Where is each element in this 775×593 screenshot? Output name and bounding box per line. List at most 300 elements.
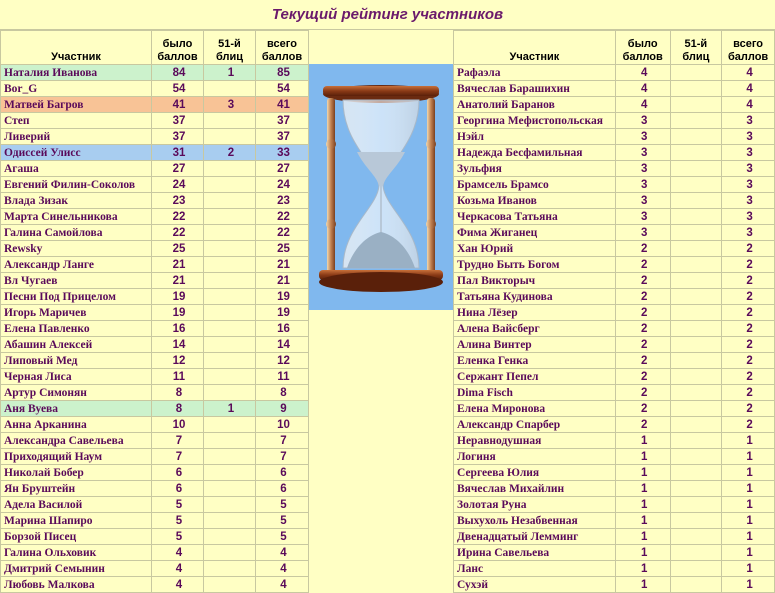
points-total: 2 xyxy=(722,305,775,321)
points-blitz xyxy=(204,449,256,465)
participant-name: Анна Арканина xyxy=(1,417,152,433)
points-blitz xyxy=(204,529,256,545)
points-blitz xyxy=(670,481,722,497)
points-before: 4 xyxy=(615,97,670,113)
points-blitz xyxy=(204,417,256,433)
points-before: 24 xyxy=(152,177,204,193)
points-before: 4 xyxy=(152,561,204,577)
points-blitz xyxy=(204,305,256,321)
points-before: 84 xyxy=(152,65,204,81)
points-before: 23 xyxy=(152,193,204,209)
points-blitz xyxy=(670,433,722,449)
points-total: 21 xyxy=(256,273,309,289)
participant-name: Елена Миронова xyxy=(454,401,616,417)
points-before: 2 xyxy=(615,385,670,401)
table-row xyxy=(1,305,309,321)
participant-name: Игорь Маричев xyxy=(1,305,152,321)
points-total: 16 xyxy=(256,321,309,337)
points-blitz xyxy=(670,577,722,593)
points-total: 1 xyxy=(722,449,775,465)
points-total: 23 xyxy=(256,193,309,209)
points-blitz xyxy=(670,529,722,545)
points-blitz xyxy=(204,385,256,401)
participant-name: Артур Симонян xyxy=(1,385,152,401)
table-row xyxy=(454,241,775,257)
participant-name: Вячеслав Барашихин xyxy=(454,81,616,97)
participant-name: Черная Лиса xyxy=(1,369,152,385)
points-blitz xyxy=(670,257,722,273)
table-row xyxy=(1,577,309,593)
points-before: 16 xyxy=(152,321,204,337)
table-row xyxy=(1,177,309,193)
table-row xyxy=(1,481,309,497)
points-blitz xyxy=(204,465,256,481)
table-row xyxy=(454,113,775,129)
points-total: 3 xyxy=(722,225,775,241)
points-before: 5 xyxy=(152,529,204,545)
participant-name: Алена Вайсберг xyxy=(454,321,616,337)
table-row xyxy=(454,257,775,273)
table-row xyxy=(454,273,775,289)
table-row xyxy=(454,81,775,97)
points-blitz xyxy=(204,225,256,241)
participant-name: Пал Викторыч xyxy=(454,273,616,289)
points-before: 6 xyxy=(152,465,204,481)
table-row xyxy=(1,513,309,529)
points-total: 7 xyxy=(256,433,309,449)
table-row xyxy=(1,129,309,145)
table-row xyxy=(454,417,775,433)
points-total: 3 xyxy=(722,177,775,193)
points-total: 2 xyxy=(722,401,775,417)
points-blitz xyxy=(670,129,722,145)
points-blitz xyxy=(204,337,256,353)
points-blitz xyxy=(204,481,256,497)
table-row xyxy=(454,449,775,465)
points-before: 1 xyxy=(615,577,670,593)
participant-name: Сержант Пепел xyxy=(454,369,616,385)
participant-name: Bor_G xyxy=(1,81,152,97)
table-row xyxy=(1,401,309,417)
table-row xyxy=(454,321,775,337)
participant-name: Александр Спарбер xyxy=(454,417,616,433)
participant-name: Анатолий Баранов xyxy=(454,97,616,113)
points-before: 3 xyxy=(615,193,670,209)
points-blitz xyxy=(670,241,722,257)
participant-name: Нина Лёзер xyxy=(454,305,616,321)
points-total: 11 xyxy=(256,369,309,385)
participant-name: Ирина Савельева xyxy=(454,545,616,561)
participant-name: Песни Под Прицелом xyxy=(1,289,152,305)
points-total: 2 xyxy=(722,289,775,305)
table-row xyxy=(1,145,309,161)
points-before: 8 xyxy=(152,385,204,401)
points-before: 5 xyxy=(152,513,204,529)
points-total: 2 xyxy=(722,337,775,353)
points-before: 21 xyxy=(152,257,204,273)
table-row xyxy=(454,177,775,193)
points-blitz xyxy=(670,289,722,305)
points-total: 7 xyxy=(256,449,309,465)
points-blitz xyxy=(204,545,256,561)
table-row xyxy=(1,353,309,369)
participant-name: Золотая Руна xyxy=(454,497,616,513)
points-total: 6 xyxy=(256,465,309,481)
points-blitz xyxy=(204,577,256,593)
table-row xyxy=(1,321,309,337)
points-before: 12 xyxy=(152,353,204,369)
points-total: 3 xyxy=(722,113,775,129)
participant-name: Брамсель Брамсо xyxy=(454,177,616,193)
points-before: 22 xyxy=(152,225,204,241)
points-before: 2 xyxy=(615,305,670,321)
points-total: 2 xyxy=(722,321,775,337)
points-before: 21 xyxy=(152,273,204,289)
participant-name: Матвей Багров xyxy=(1,97,152,113)
participant-name: Надежда Бесфамильная xyxy=(454,145,616,161)
table-row xyxy=(1,113,309,129)
table-row xyxy=(454,545,775,561)
points-total: 1 xyxy=(722,577,775,593)
points-total: 1 xyxy=(722,513,775,529)
points-before: 2 xyxy=(615,257,670,273)
participant-name: Татьяна Кудинова xyxy=(454,289,616,305)
points-total: 1 xyxy=(722,481,775,497)
participant-name: Выхухоль Незабвенная xyxy=(454,513,616,529)
points-before: 1 xyxy=(615,529,670,545)
points-before: 1 xyxy=(615,497,670,513)
participant-name: Галина Ольховик xyxy=(1,545,152,561)
table-row xyxy=(1,241,309,257)
participant-name: Адела Василой xyxy=(1,497,152,513)
points-before: 3 xyxy=(615,145,670,161)
points-before: 3 xyxy=(615,177,670,193)
participant-name: Rewsky xyxy=(1,241,152,257)
points-before: 3 xyxy=(615,209,670,225)
points-total: 54 xyxy=(256,81,309,97)
table-row xyxy=(1,497,309,513)
points-blitz xyxy=(670,81,722,97)
participant-name: Марина Шапиро xyxy=(1,513,152,529)
points-blitz xyxy=(670,65,722,81)
points-total: 21 xyxy=(256,257,309,273)
header-total: всего баллов xyxy=(256,31,309,65)
table-row xyxy=(454,337,775,353)
points-before: 25 xyxy=(152,241,204,257)
table-row xyxy=(454,561,775,577)
points-before: 2 xyxy=(615,289,670,305)
points-total: 25 xyxy=(256,241,309,257)
points-before: 6 xyxy=(152,481,204,497)
points-total: 5 xyxy=(256,529,309,545)
points-before: 5 xyxy=(152,497,204,513)
table-row xyxy=(454,97,775,113)
points-before: 1 xyxy=(615,513,670,529)
points-before: 2 xyxy=(615,353,670,369)
table-row xyxy=(1,545,309,561)
points-total: 2 xyxy=(722,273,775,289)
points-before: 3 xyxy=(615,113,670,129)
hourglass-icon xyxy=(309,64,453,310)
participant-name: Георгина Мефистопольская xyxy=(454,113,616,129)
table-row xyxy=(454,481,775,497)
table-row xyxy=(1,433,309,449)
points-before: 31 xyxy=(152,145,204,161)
points-total: 1 xyxy=(722,529,775,545)
table-row xyxy=(1,289,309,305)
points-total: 1 xyxy=(722,561,775,577)
points-blitz xyxy=(204,209,256,225)
points-total: 19 xyxy=(256,289,309,305)
points-before: 37 xyxy=(152,129,204,145)
table-row xyxy=(1,385,309,401)
table-row xyxy=(1,369,309,385)
table-row xyxy=(1,561,309,577)
participant-name: Трудно Быть Богом xyxy=(454,257,616,273)
points-blitz: 3 xyxy=(204,97,256,113)
header-participant: Участник xyxy=(454,31,616,65)
points-total: 22 xyxy=(256,209,309,225)
table-row xyxy=(454,289,775,305)
table-row xyxy=(454,193,775,209)
table-row xyxy=(1,81,309,97)
points-total: 2 xyxy=(722,417,775,433)
points-before: 7 xyxy=(152,433,204,449)
table-row xyxy=(1,193,309,209)
points-total: 3 xyxy=(722,129,775,145)
points-blitz xyxy=(204,433,256,449)
points-blitz xyxy=(670,369,722,385)
participant-name: Наталия Иванова xyxy=(1,65,152,81)
points-total: 10 xyxy=(256,417,309,433)
participant-name: Борзой Писец xyxy=(1,529,152,545)
points-before: 19 xyxy=(152,305,204,321)
points-before: 1 xyxy=(615,561,670,577)
points-blitz xyxy=(204,321,256,337)
points-before: 7 xyxy=(152,449,204,465)
table-row xyxy=(454,65,775,81)
table-row xyxy=(1,161,309,177)
participant-name: Фима Жиганец xyxy=(454,225,616,241)
points-before: 4 xyxy=(152,577,204,593)
points-before: 3 xyxy=(615,161,670,177)
points-blitz xyxy=(204,513,256,529)
points-total: 1 xyxy=(722,497,775,513)
points-blitz xyxy=(670,273,722,289)
points-before: 2 xyxy=(615,241,670,257)
participant-name: Ливерий xyxy=(1,129,152,145)
points-blitz xyxy=(204,177,256,193)
table-row xyxy=(1,97,309,113)
participant-name: Абашин Алексей xyxy=(1,337,152,353)
participant-name: Ланс xyxy=(454,561,616,577)
points-blitz xyxy=(670,337,722,353)
table-row xyxy=(454,385,775,401)
points-total: 12 xyxy=(256,353,309,369)
header-before: было баллов xyxy=(615,31,670,65)
points-blitz xyxy=(670,385,722,401)
points-total: 3 xyxy=(722,209,775,225)
participant-name: Вячеслав Михайлин xyxy=(454,481,616,497)
table-row xyxy=(454,465,775,481)
table-row xyxy=(1,417,309,433)
points-blitz xyxy=(204,81,256,97)
points-total: 2 xyxy=(722,241,775,257)
points-blitz xyxy=(670,401,722,417)
points-blitz xyxy=(670,113,722,129)
points-before: 2 xyxy=(615,273,670,289)
points-before: 2 xyxy=(615,401,670,417)
points-blitz xyxy=(670,161,722,177)
table-row xyxy=(454,433,775,449)
points-total: 2 xyxy=(722,353,775,369)
participant-name: Ян Бруштейн xyxy=(1,481,152,497)
points-total: 5 xyxy=(256,513,309,529)
points-total: 24 xyxy=(256,177,309,193)
points-blitz xyxy=(670,97,722,113)
points-total: 3 xyxy=(722,161,775,177)
points-before: 11 xyxy=(152,369,204,385)
points-total: 3 xyxy=(722,193,775,209)
points-before: 27 xyxy=(152,161,204,177)
participant-name: Козьма Иванов xyxy=(454,193,616,209)
participant-name: Зульфия xyxy=(454,161,616,177)
participant-name: Одиссей Улисс xyxy=(1,145,152,161)
points-blitz xyxy=(670,305,722,321)
points-total: 1 xyxy=(722,433,775,449)
points-before: 54 xyxy=(152,81,204,97)
rating-table-right xyxy=(453,30,775,593)
participant-name: Еленка Генка xyxy=(454,353,616,369)
participant-name: Логиня xyxy=(454,449,616,465)
participant-name: Липовый Мед xyxy=(1,353,152,369)
table-row xyxy=(1,273,309,289)
points-blitz xyxy=(670,497,722,513)
points-total: 9 xyxy=(256,401,309,417)
header-row xyxy=(1,31,309,65)
points-total: 33 xyxy=(256,145,309,161)
participant-name: Николай Бобер xyxy=(1,465,152,481)
header-before: было баллов xyxy=(152,31,204,65)
points-total: 4 xyxy=(256,545,309,561)
header-participant: Участник xyxy=(1,31,152,65)
points-blitz xyxy=(204,193,256,209)
header-blitz: 51-й блиц xyxy=(204,31,256,65)
page-title: Текущий рейтинг участников xyxy=(0,0,775,30)
points-total: 85 xyxy=(256,65,309,81)
participant-name: Приходящий Наум xyxy=(1,449,152,465)
participant-name: Двенадцатый Лемминг xyxy=(454,529,616,545)
points-blitz xyxy=(670,145,722,161)
participant-name: Дмитрий Семынин xyxy=(1,561,152,577)
points-total: 37 xyxy=(256,129,309,145)
points-before: 1 xyxy=(615,545,670,561)
table-row xyxy=(454,161,775,177)
participant-name: Александра Савельева xyxy=(1,433,152,449)
points-total: 1 xyxy=(722,545,775,561)
points-blitz xyxy=(670,177,722,193)
points-before: 1 xyxy=(615,481,670,497)
points-before: 37 xyxy=(152,113,204,129)
participant-name: Алина Винтер xyxy=(454,337,616,353)
points-before: 14 xyxy=(152,337,204,353)
points-before: 2 xyxy=(615,337,670,353)
points-blitz xyxy=(204,241,256,257)
participant-name: Галина Самойлова xyxy=(1,225,152,241)
table-row xyxy=(454,577,775,593)
points-total: 2 xyxy=(722,385,775,401)
table-row xyxy=(454,497,775,513)
points-blitz xyxy=(670,353,722,369)
points-blitz xyxy=(670,545,722,561)
table-row xyxy=(1,209,309,225)
participant-name: Александр Ланге xyxy=(1,257,152,273)
table-row xyxy=(454,305,775,321)
table-row xyxy=(454,529,775,545)
points-before: 1 xyxy=(615,449,670,465)
points-total: 4 xyxy=(256,577,309,593)
table-row xyxy=(454,225,775,241)
points-blitz xyxy=(204,273,256,289)
points-before: 4 xyxy=(615,81,670,97)
points-blitz xyxy=(204,161,256,177)
participant-name: Dima Fisch xyxy=(454,385,616,401)
points-total: 1 xyxy=(722,465,775,481)
points-blitz xyxy=(204,561,256,577)
points-total: 4 xyxy=(256,561,309,577)
table-row xyxy=(454,513,775,529)
points-total: 4 xyxy=(722,97,775,113)
points-before: 2 xyxy=(615,417,670,433)
table-row xyxy=(1,529,309,545)
points-total: 14 xyxy=(256,337,309,353)
points-before: 19 xyxy=(152,289,204,305)
participant-name: Евгений Филин-Соколов xyxy=(1,177,152,193)
points-total: 41 xyxy=(256,97,309,113)
points-before: 1 xyxy=(615,433,670,449)
header-blitz: 51-й блиц xyxy=(670,31,722,65)
participant-name: Агаша xyxy=(1,161,152,177)
points-before: 22 xyxy=(152,209,204,225)
points-total: 5 xyxy=(256,497,309,513)
points-before: 3 xyxy=(615,129,670,145)
table-row xyxy=(454,369,775,385)
points-before: 4 xyxy=(152,545,204,561)
participant-name: Влада Зизак xyxy=(1,193,152,209)
participant-name: Сухэй xyxy=(454,577,616,593)
points-blitz xyxy=(204,353,256,369)
table-row xyxy=(1,465,309,481)
points-before: 8 xyxy=(152,401,204,417)
table-row xyxy=(1,257,309,273)
points-before: 10 xyxy=(152,417,204,433)
points-blitz xyxy=(670,193,722,209)
participant-name: Вл Чугаев xyxy=(1,273,152,289)
participant-name: Любовь Малкова xyxy=(1,577,152,593)
points-total: 4 xyxy=(722,81,775,97)
points-total: 19 xyxy=(256,305,309,321)
participant-name: Степ xyxy=(1,113,152,129)
points-before: 4 xyxy=(615,65,670,81)
table-row xyxy=(454,129,775,145)
points-blitz: 1 xyxy=(204,65,256,81)
participant-name: Сергеева Юлия xyxy=(454,465,616,481)
table-row xyxy=(1,449,309,465)
points-total: 2 xyxy=(722,369,775,385)
points-total: 6 xyxy=(256,481,309,497)
points-before: 2 xyxy=(615,369,670,385)
table-row xyxy=(454,209,775,225)
